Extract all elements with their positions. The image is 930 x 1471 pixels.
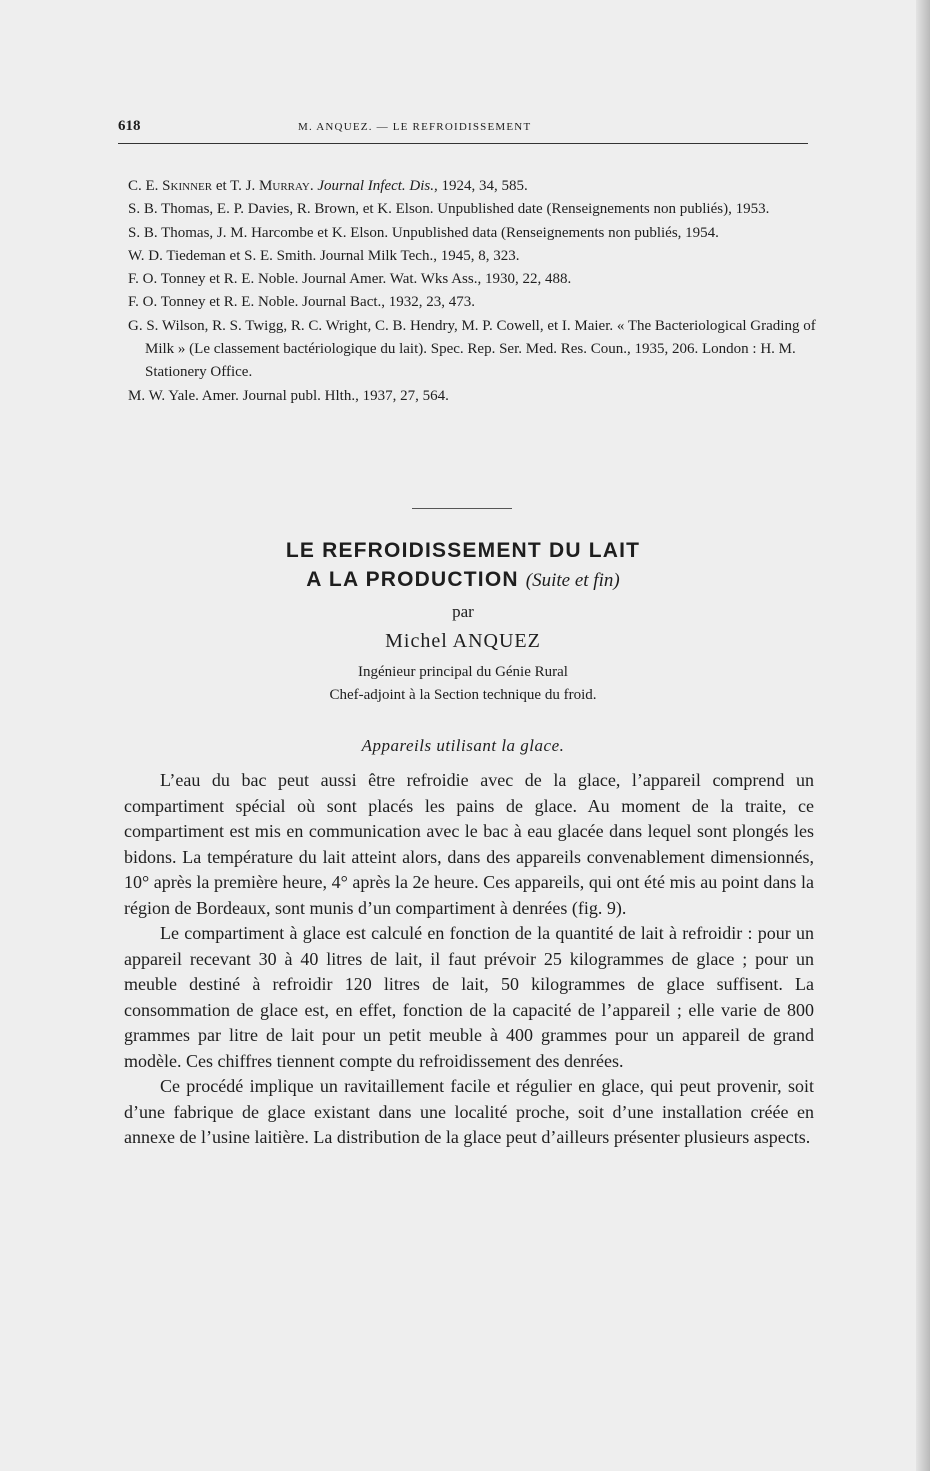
reference-item: S. B. Thomas, J. M. Harcombe et K. Elson. Unpublished data (Renseignements non publiés, 1954. [128, 224, 719, 241]
reference-item: W. D. Tiedeman et S. E. Smith. Journal Milk Tech., 1945, 8, 323. [128, 247, 520, 264]
article-title-line1: LE REFROIDISSEMENT DU LAIT [285, 539, 641, 562]
section-separator [412, 508, 512, 509]
running-head: M. ANQUEZ. — LE REFROIDISSEMENT [298, 121, 532, 133]
body-paragraph: L’eau du bac peut aussi être refroidie avec de la glace, l’appareil comprend un compartiment spécial où sont placés les pains de glace. Au moment de la traite, ce compartiment est mis en communication avec le bac à eau glacée dans lequel sont plongés les bidons. La température du lait atteint alors, dans des appareils convenablement dimensionnés, 10° après la première heure, 4° après la 2e heure. Ces appareils, qui ont été mis au point dans la région de Bordeaux, sont munis d’un compartiment à denrées (fig. 9). [124, 770, 814, 918]
reference-item: C. E. Skinner et T. J. Murray. Journal Infect. Dis., 1924, 34, 585. [128, 178, 528, 194]
body-paragraph: Ce procédé implique un ravitaillement facile et régulier en glace, qui peut provenir, soit d’une fabrique de glace existant dans une localité proche, soit d’une installation créée en annexe de l’usine laitière. La distribution de la glace peut d’ailleurs présenter plusieurs aspects. [124, 1076, 814, 1147]
article-title [118, 536, 808, 595]
page-header [118, 118, 808, 142]
author-affiliation-2: Chef-adjoint à la Section technique du froid. [329, 687, 597, 703]
header-rule [118, 143, 808, 144]
author-name: Michel ANQUEZ [385, 630, 541, 652]
page-number: 618 [118, 118, 141, 134]
reference-item: G. S. Wilson, R. S. Twigg, R. C. Wright, C. B. Hendry, M. P. Cowell, et I. Maier. « The Bacteriological Grading of Milk » (Le classement bactériologique du lait). Spec. Rep. Ser. Med. Res. Coun., 1935, 206. London : H. M. Stationery Office. [128, 317, 816, 381]
author-affiliation: Ingénieur principal du Génie Rural [358, 664, 568, 680]
article-title-line2: A LA PRODUCTION (Suite et fin) [306, 568, 620, 591]
article-title-suffix: (Suite et fin) [525, 570, 620, 591]
reference-item: M. W. Yale. Amer. Journal publ. Hlth., 1937, 27, 564. [128, 387, 449, 404]
reference-item: S. B. Thomas, E. P. Davies, R. Brown, et K. Elson. Unpublished date (Renseignements non publiés), 1953. [128, 201, 770, 218]
body-paragraph: Le compartiment à glace est calculé en fonction de la quantité de lait à refroidir : pour un appareil recevant 30 à 40 litres de lait, il faut prévoir 25 kilogrammes de glace ; pour un meuble destiné à refroidir 120 litres de lait, 50 kilogrammes de glace suffisent. La consommation de glace est, en effet, fonction de la capacité de l’appareil ; elle varie de 800 grammes par litre de lait pour un petit meuble à 400 grammes pour un appareil de grand modèle. Ces chiffres tiennent compte du refroidissement des denrées. [124, 923, 814, 1071]
reference-list [128, 175, 818, 408]
byline-par: par [452, 602, 474, 621]
reference-item: F. O. Tonney et R. E. Noble. Journal Amer. Wat. Wks Ass., 1930, 22, 488. [128, 271, 572, 288]
article-body [124, 768, 814, 1151]
reference-item: F. O. Tonney et R. E. Noble. Journal Bact., 1932, 23, 473. [128, 294, 476, 311]
page-spine-shadow [916, 0, 930, 1471]
section-heading: Appareils utilisant la glace. [361, 736, 565, 755]
